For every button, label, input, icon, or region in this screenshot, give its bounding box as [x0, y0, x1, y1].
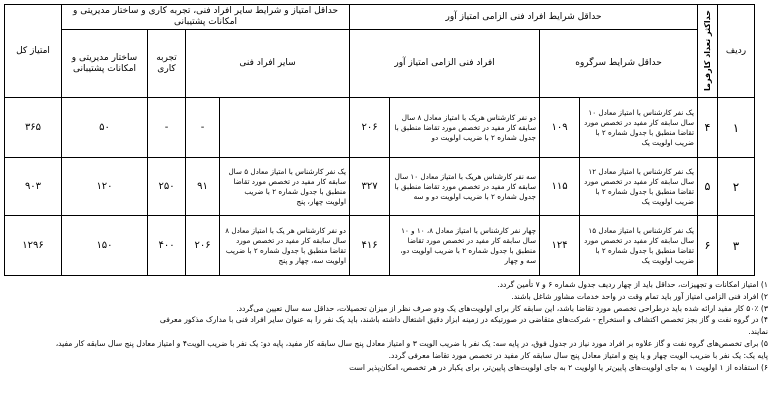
experience-score: ۲۵۰	[148, 158, 186, 216]
header-rank: حداکثر تعداد کارفرما	[698, 5, 718, 98]
other-score: -	[186, 98, 220, 158]
total-score: ۹۰۳	[5, 158, 62, 216]
footnotes	[6, 279, 768, 373]
header-row-no: ردیف	[718, 5, 755, 98]
group-desc: یک نفر کارشناس با امتیاز معادل ۱۲ سال سابقه کار مفید در تخصص مورد تقاضا منطبق با جدول شماره ۲ با ضریب اولویت یک	[580, 158, 698, 216]
tech-score: ۲۰۶	[350, 98, 390, 158]
header-other-staff: سایر افراد فنی	[186, 30, 350, 98]
header-tech-staff: افراد فنی الزامی امتیاز آور	[350, 30, 540, 98]
footnote: ۶) استفاده از ۱ اولویت ۱ به جای اولویت‌های پایین‌تر یا اولویت ۲ به جای اولویت‌های پایین‌تر، برای یکبار در هر تخصص، امکان‌پذیر است	[349, 362, 768, 372]
experience-score: -	[148, 98, 186, 158]
footnote: ۱) امتیاز امکانات و تجهیزات، حداقل باید از چهار ردیف جدول شماره ۶ و ۷ تأمین گردد.	[497, 280, 768, 289]
row-number: ۱	[718, 98, 755, 158]
tech-score: ۴۱۶	[350, 216, 390, 276]
footnote: ۵) برای تخصص‌های گروه نفت و گاز علاوه بر افراد مورد نیاز در جدول فوق، در پایه سه: یک نفر با ضریب الویت ۳ و امتیاز معادل پنج سال سابقه کار مفید، پایه دو: یک نفر با ضریب الویت۴ و امتیاز معادل پنج سال سابقه کار مفید،	[55, 338, 768, 348]
header-total: امتیاز کل	[5, 5, 62, 98]
tech-desc: سه نفر کارشناس هریک با امتیاز معادل ۱۰ سال سابقه کار مفید در تخصص مورد تقاضا منطبق با جدول شماره ۲ با ضریب اولویت دو و سه	[390, 158, 540, 216]
total-score: ۳۶۵	[5, 98, 62, 158]
management-score: ۵۰	[62, 98, 148, 158]
other-desc: یک نفر کارشناس با امتیاز معادل ۵ سال سابقه کار مفید در تخصص مورد تقاضا منطبق با جدول شماره ۲ با ضریب اولویت چهار، پنج	[220, 158, 350, 216]
footnote: نمایند.	[748, 327, 768, 337]
footnote: ۲) افراد فنی الزامی امتیاز آور باید تمام وقت در واحد خدمات مشاور شاغل باشند.	[511, 291, 768, 301]
other-desc	[220, 98, 350, 158]
table-row	[5, 158, 755, 216]
table-row	[5, 216, 755, 276]
group-desc: یک نفر کارشناس با امتیاز معادل ۱۵ سال سابقه کار مفید در تخصص مورد تقاضا منطبق با جدول شماره ۲ با ضریب اولویت یک	[580, 216, 698, 276]
requirements-table	[4, 4, 755, 276]
tech-score: ۳۲۷	[350, 158, 390, 216]
group-desc: یک نفر کارشناس با امتیاز معادل ۱۰ سال سابقه کار مفید در تخصص مورد تقاضا منطبق با جدول شماره ۲ با ضریب اولویت یک	[580, 98, 698, 158]
group-score: ۱۱۵	[540, 158, 580, 216]
other-score: ۲۰۶	[186, 216, 220, 276]
header-min-other: حداقل امتیاز و شرایط سایر افراد فنی، تجربه کاری و ساختار مدیریتی و امکانات پشتیبانی	[62, 5, 350, 30]
management-score: ۱۵۰	[62, 216, 148, 276]
row-rank: ۵	[698, 158, 718, 216]
total-score: ۱۲۹۶	[5, 216, 62, 276]
group-score: ۱۰۹	[540, 98, 580, 158]
row-rank: ۴	[698, 98, 718, 158]
row-number: ۳	[718, 216, 755, 276]
tech-desc: دو نفر کارشناس هریک با امتیاز معادل ۸ سال سابقه کار مفید در تخصص مورد تقاضا منطبق با جدول شماره ۲ با ضریب اولویت دو	[390, 98, 540, 158]
group-score: ۱۲۴	[540, 216, 580, 276]
footnote: پایه یک: یک نفر با ضریب الویت چهار و یا پنج و امتیاز معادل پنج سال سابقه کار مفید در تخصص مورد تقاضا معرفی گردد.	[388, 350, 768, 360]
row-number: ۲	[718, 158, 755, 216]
management-score: ۱۲۰	[62, 158, 148, 216]
header-management: ساختار مدیریتی و امکانات پشتیبانی	[62, 30, 148, 98]
experience-score: ۴۰۰	[148, 216, 186, 276]
header-experience: تجربه کاری	[148, 30, 186, 98]
tech-desc: چهار نفر کارشناس با امتیاز معادل ۸، ۱۰ و ۱۰ سال سابقه کار مفید در تخصص مورد تقاضا منطبق با جدول شماره ۲ با ضریب اولویت دو، سه و چهار	[390, 216, 540, 276]
other-desc: دو نفر کارشناس هر یک با امتیاز معادل ۸ سال سابقه کار مفید در تخصص مورد تقاضا منطبق با جدول شماره ۲ با ضریب اولویت سه، چهار و پنج	[220, 216, 350, 276]
other-score: ۹۱	[186, 158, 220, 216]
table-row	[5, 98, 755, 158]
header-group-min: حداقل شرایط سرگروه	[540, 30, 698, 98]
header-min-tech: حداقل شرایط افراد فنی الزامی امتیاز آور	[350, 5, 698, 30]
footnote: ۳) ۵۰٪ کار مفید ارائه شده باید درطراحی تخصص مورد تقاضا باشد، این سابقه کار برای اولویت‌های یک ودو صرف نظر از میزان تحصیلات، حداقل سه سال تعیین می‌گردد.	[236, 303, 768, 313]
footnote: ۴) در گروه نفت و گاز بجز تخصص اکتشاف و استخراج - شرکت‌های متقاضی در صورتیکه در زمینه ابزار دقیق اشتغال داشته باشند، باید یک نفر را به عنوان سایر افراد فنی با مدارک مذکور معرفی	[159, 315, 768, 325]
row-rank: ۶	[698, 216, 718, 276]
